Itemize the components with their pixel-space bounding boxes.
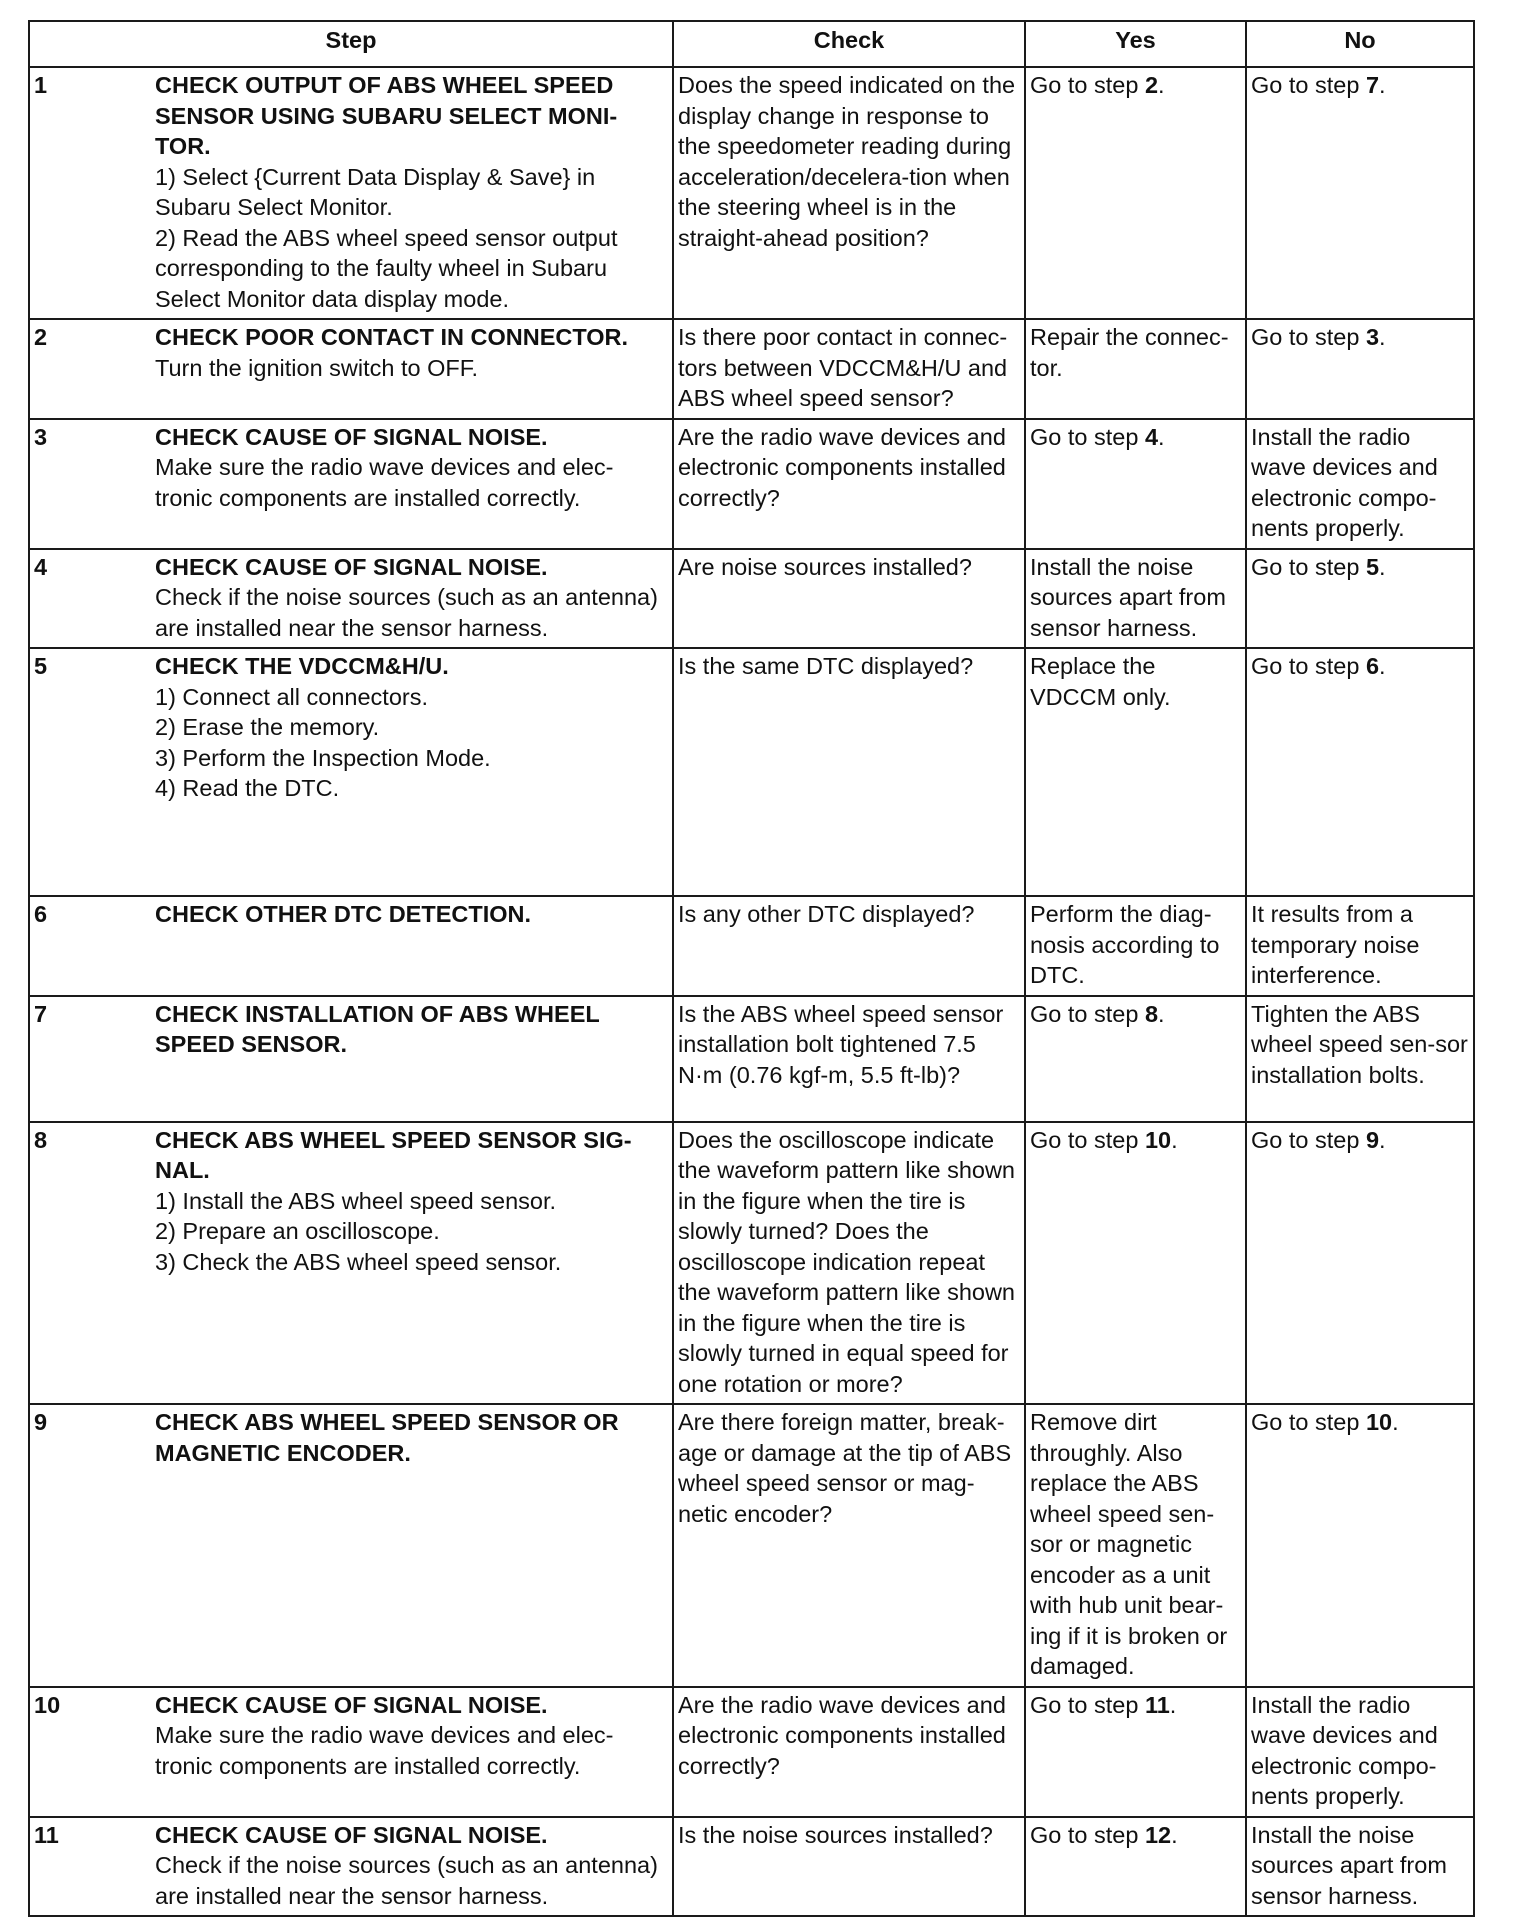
step-cell xyxy=(29,896,673,996)
no-cell xyxy=(1246,1404,1474,1687)
step-title: CHECK ABS WHEEL SPEED SENSOR SIG-NAL. xyxy=(155,1126,632,1183)
no-text: Go to step xyxy=(1251,1126,1366,1153)
step-cell xyxy=(29,419,673,549)
check-cell: Is the noise sources installed? xyxy=(673,1817,1025,1917)
table-row xyxy=(29,1687,1474,1817)
yes-cell xyxy=(1025,549,1246,649)
step-title: CHECK CAUSE OF SIGNAL NOISE. xyxy=(155,423,548,450)
no-text: Go to step xyxy=(1251,1409,1366,1435)
no-period: . xyxy=(1379,653,1386,679)
check-cell: Are the radio wave devices and electronic components installed correctly? xyxy=(673,419,1025,549)
table-row xyxy=(29,419,1474,549)
step-cell xyxy=(29,1404,673,1687)
yes-cell xyxy=(1025,319,1246,419)
yes-text: Go to step xyxy=(1030,423,1145,450)
no-text: Go to step xyxy=(1251,324,1366,350)
table-body xyxy=(29,67,1474,1916)
yes-text: Go to step xyxy=(1030,1126,1145,1153)
step-title: CHECK THE VDCCM&H/U. xyxy=(155,653,449,679)
step-instruction: 4) Read the DTC. xyxy=(155,775,340,801)
step-cell xyxy=(29,549,673,649)
no-cell xyxy=(1246,996,1474,1122)
no-period: . xyxy=(1379,72,1386,98)
no-step-ref: 6 xyxy=(1365,653,1380,679)
table-row xyxy=(29,648,1474,896)
step-instruction: Turn the ignition switch to OFF. xyxy=(155,354,479,381)
yes-text: Install the noise sources apart from sensor harness. xyxy=(1030,553,1226,641)
check-cell: Does the oscilloscope indicate the waveform pattern like shown in the figure when the tire is slowly turned? Does the oscilloscope indication repeat the waveform pattern like shown in the figure when the tire is slowly turned in equal speed for one rotation or more? xyxy=(673,1122,1025,1405)
no-text: Go to step xyxy=(1251,553,1366,580)
check-cell: Does the speed indicated on the display change in response to the speedometer reading during acceleration/decelera-tion when the steering wheel is in the straight-ahead position? xyxy=(673,67,1025,319)
table-row xyxy=(29,67,1474,319)
no-text: Install the noise sources apart from sensor harness. xyxy=(1251,1821,1447,1909)
no-text: It results from a temporary noise interference. xyxy=(1251,901,1420,988)
yes-period: . xyxy=(1158,1000,1165,1027)
no-text: Install the radio wave devices and electronic compo-nents properly. xyxy=(1251,1691,1438,1809)
step-instruction: Make sure the radio wave devices and elec-tronic components are installed correctly. xyxy=(155,1722,614,1779)
no-text: Go to step xyxy=(1251,653,1366,679)
step-number: 7 xyxy=(34,1000,48,1027)
step-cell xyxy=(29,648,673,896)
step-cell xyxy=(29,67,673,319)
step-instruction: Check if the noise sources (such as an antenna) are installed near the sensor harness. xyxy=(155,1852,658,1909)
no-cell xyxy=(1246,67,1474,319)
step-title: CHECK CAUSE OF SIGNAL NOISE. xyxy=(155,553,548,580)
yes-text: Replace the VDCCM only. xyxy=(1030,653,1171,710)
header-no: No xyxy=(1246,21,1474,67)
step-number: 5 xyxy=(34,653,48,679)
table-row xyxy=(29,549,1474,649)
step-cell xyxy=(29,996,673,1122)
yes-cell xyxy=(1025,996,1246,1122)
no-cell xyxy=(1246,549,1474,649)
yes-cell xyxy=(1025,896,1246,996)
yes-step-ref: 8 xyxy=(1144,1000,1159,1027)
table-row xyxy=(29,1404,1474,1687)
no-step-ref: 9 xyxy=(1365,1126,1380,1153)
step-instruction: 1) Install the ABS wheel speed sensor. xyxy=(155,1187,557,1214)
yes-period: . xyxy=(1171,1126,1178,1153)
step-title: CHECK CAUSE OF SIGNAL NOISE. xyxy=(155,1821,548,1848)
yes-step-ref: 12 xyxy=(1144,1821,1172,1848)
step-instruction: 2) Erase the memory. xyxy=(155,714,380,740)
no-text: Go to step xyxy=(1251,72,1366,98)
check-cell: Is there poor contact in connec-tors between VDCCM&H/U and ABS wheel speed sensor? xyxy=(673,319,1025,419)
yes-step-ref: 4 xyxy=(1144,423,1159,450)
check-cell: Is the same DTC displayed? xyxy=(673,648,1025,896)
check-cell: Are there foreign matter, break-age or damage at the tip of ABS wheel speed sensor or mag-netic encoder? xyxy=(673,1404,1025,1687)
step-number: 8 xyxy=(34,1126,48,1153)
yes-period: . xyxy=(1171,1821,1178,1848)
step-cell xyxy=(29,319,673,419)
check-cell: Are the radio wave devices and electronic components installed correctly? xyxy=(673,1687,1025,1817)
yes-cell xyxy=(1025,67,1246,319)
yes-text: Repair the connec-tor. xyxy=(1030,324,1229,381)
diagnostic-procedure-table xyxy=(28,20,1475,1917)
step-title: CHECK OUTPUT OF ABS WHEEL SPEED SENSOR USING SUBARU SELECT MONI-TOR. xyxy=(155,72,618,159)
yes-cell xyxy=(1025,1687,1246,1817)
step-instruction: Check if the noise sources (such as an antenna) are installed near the sensor harness. xyxy=(155,584,658,641)
no-step-ref: 5 xyxy=(1365,553,1380,580)
no-step-ref: 3 xyxy=(1365,324,1380,350)
yes-text: Go to step xyxy=(1030,1000,1145,1027)
yes-period: . xyxy=(1169,1691,1177,1718)
yes-cell xyxy=(1025,1122,1246,1405)
yes-step-ref: 11 xyxy=(1144,1691,1170,1718)
yes-text: Perform the diag-nosis according to DTC. xyxy=(1030,901,1220,988)
step-instruction: 3) Perform the Inspection Mode. xyxy=(155,744,491,771)
no-cell xyxy=(1246,419,1474,549)
no-cell xyxy=(1246,896,1474,996)
step-number: 1 xyxy=(34,72,48,98)
table-row xyxy=(29,1122,1474,1405)
table-row xyxy=(29,896,1474,996)
step-number: 2 xyxy=(34,324,48,350)
no-text: Tighten the ABS wheel speed sen-sor installation bolts. xyxy=(1251,1000,1468,1088)
step-instruction: 1) Select {Current Data Display & Save} in Subaru Select Monitor. xyxy=(155,163,596,220)
header-row xyxy=(29,21,1474,67)
no-cell xyxy=(1246,1122,1474,1405)
header-check: Check xyxy=(673,21,1025,67)
step-number: 11 xyxy=(34,1821,59,1848)
step-instruction: Make sure the radio wave devices and elec-tronic components are installed correctly. xyxy=(155,454,614,511)
check-cell: Is any other DTC displayed? xyxy=(673,896,1025,996)
step-cell xyxy=(29,1687,673,1817)
yes-step-ref: 10 xyxy=(1144,1126,1172,1153)
header-step: Step xyxy=(29,21,673,67)
yes-period: . xyxy=(1158,72,1165,98)
yes-cell xyxy=(1025,419,1246,549)
check-cell: Are noise sources installed? xyxy=(673,549,1025,649)
step-number: 6 xyxy=(34,901,48,927)
step-number: 4 xyxy=(34,553,48,580)
no-period: . xyxy=(1379,1126,1386,1153)
no-cell xyxy=(1246,319,1474,419)
yes-cell xyxy=(1025,1817,1246,1917)
no-step-ref: 7 xyxy=(1365,72,1380,98)
step-cell xyxy=(29,1122,673,1405)
step-title: CHECK ABS WHEEL SPEED SENSOR OR MAGNETIC ENCODER. xyxy=(155,1409,619,1466)
no-text: Install the radio wave devices and electronic compo-nents properly. xyxy=(1251,423,1438,541)
header-yes: Yes xyxy=(1025,21,1246,67)
yes-text: Go to step xyxy=(1030,72,1145,98)
step-title: CHECK OTHER DTC DETECTION. xyxy=(155,901,531,927)
yes-step-ref: 2 xyxy=(1144,72,1159,98)
yes-period: . xyxy=(1158,423,1165,450)
no-cell xyxy=(1246,1687,1474,1817)
check-cell: Is the ABS wheel speed sensor installation bolt tightened 7.5 N·m (0.76 kgf-m, 5.5 ft-lb)? xyxy=(673,996,1025,1122)
step-instruction: 2) Prepare an oscilloscope. xyxy=(155,1218,440,1244)
no-period: . xyxy=(1379,553,1386,580)
step-title: CHECK POOR CONTACT IN CONNECTOR. xyxy=(155,324,629,350)
step-title: CHECK INSTALLATION OF ABS WHEEL SPEED SENSOR. xyxy=(155,1000,600,1057)
step-instruction: 2) Read the ABS wheel speed sensor output corresponding to the faulty wheel in Subaru Select Monitor data display mode. xyxy=(155,224,618,312)
no-cell xyxy=(1246,648,1474,896)
yes-text: Go to step xyxy=(1030,1821,1145,1848)
step-instruction: 1) Connect all connectors. xyxy=(155,683,429,710)
step-title: CHECK CAUSE OF SIGNAL NOISE. xyxy=(155,1691,548,1718)
no-cell xyxy=(1246,1817,1474,1917)
step-instruction: 3) Check the ABS wheel speed sensor. xyxy=(155,1248,562,1275)
table-row xyxy=(29,996,1474,1122)
yes-cell xyxy=(1025,648,1246,896)
no-period: . xyxy=(1379,324,1386,350)
no-period: . xyxy=(1392,1409,1399,1435)
table-row xyxy=(29,1817,1474,1917)
table-row xyxy=(29,319,1474,419)
yes-text: Go to step xyxy=(1030,1691,1145,1718)
no-step-ref: 10 xyxy=(1365,1409,1393,1435)
step-number: 3 xyxy=(34,423,48,450)
step-number: 9 xyxy=(34,1409,48,1435)
yes-cell xyxy=(1025,1404,1246,1687)
yes-text: Remove dirt throughly. Also replace the ABS wheel speed sen-sor or magnetic encoder as a unit with hub unit bear-ing if it is broken or damaged. xyxy=(1030,1409,1228,1679)
step-cell xyxy=(29,1817,673,1917)
step-number: 10 xyxy=(34,1691,61,1718)
